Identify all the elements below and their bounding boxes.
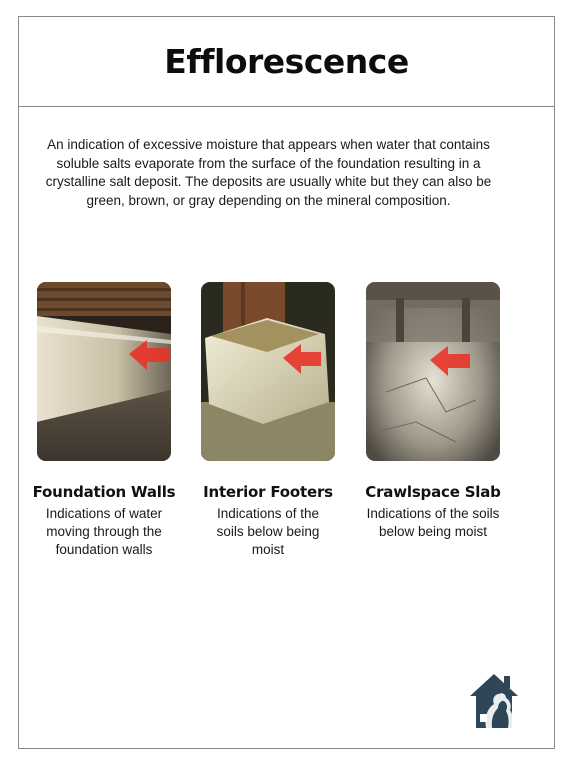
crawlspace-slab-image bbox=[366, 282, 500, 461]
card-title: Crawlspace Slab bbox=[365, 483, 501, 501]
card-title: Interior Footers bbox=[203, 483, 333, 501]
foundation-walls-photo bbox=[37, 282, 171, 461]
interior-footers-photo bbox=[201, 282, 335, 461]
house-with-bear-logo-icon bbox=[468, 670, 520, 728]
card-description: Indications of the soils below being moist bbox=[366, 506, 500, 539]
foundation-walls-image bbox=[37, 282, 171, 461]
card-crawlspace-slab bbox=[358, 282, 508, 541]
card-description: Indications of water moving through the foundation walls bbox=[45, 506, 163, 557]
page-header bbox=[19, 17, 554, 107]
interior-footers-image bbox=[201, 282, 335, 461]
card-description: Indications of the soils below being moist bbox=[216, 506, 320, 557]
intro-paragraph: An indication of excessive moisture that appears when water that contains soluble salts evaporate from the surface of the foundation resulting in a crystalline salt deposit. The deposits are usually white but they can also be green, brown, or gray depending on the mineral composition. bbox=[45, 137, 492, 208]
page-title: Efflorescence bbox=[164, 42, 409, 81]
card-title: Foundation Walls bbox=[32, 483, 176, 501]
card-interior-footers bbox=[193, 282, 343, 559]
crawlspace-slab-photo bbox=[366, 282, 500, 461]
card-foundation-walls bbox=[29, 282, 179, 559]
